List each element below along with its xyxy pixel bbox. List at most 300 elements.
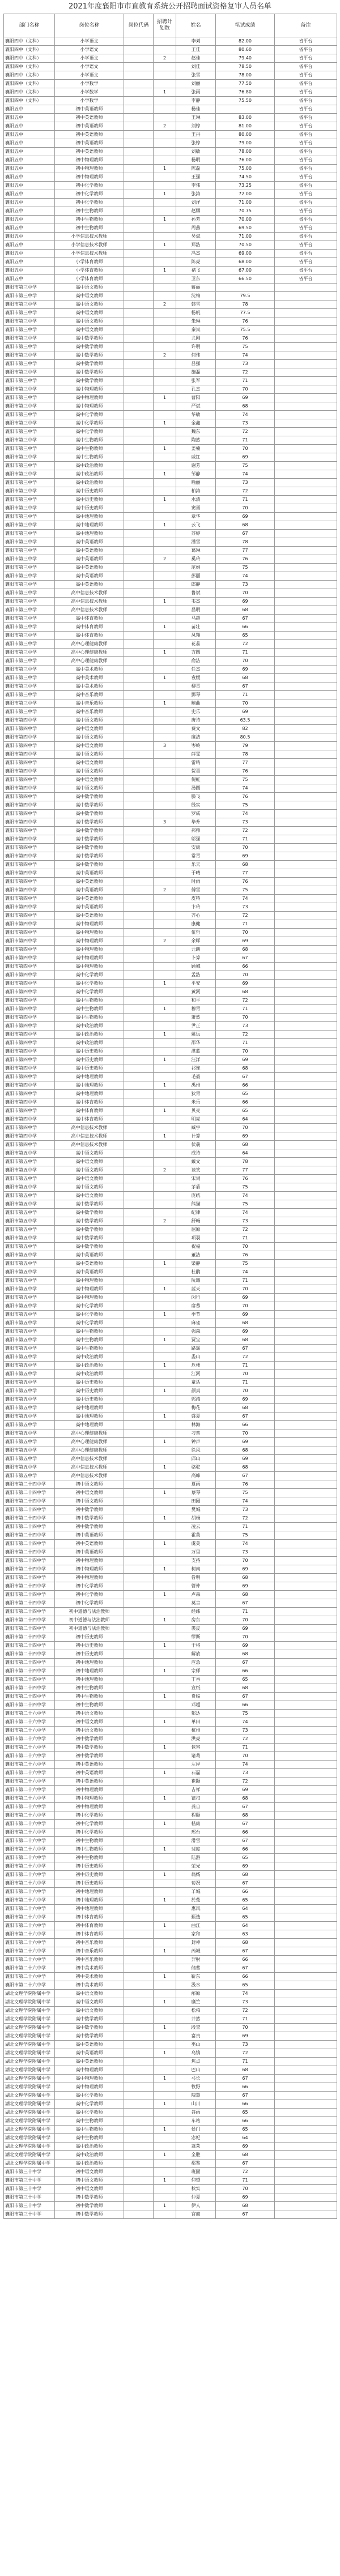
cell-dept: 襄阳市第二十六中学 [4,1879,55,1888]
table-row [4,453,337,462]
cell-note [275,530,337,538]
cell-name: 强森 [176,1328,216,1336]
cell-score: 77 [216,759,275,767]
cell-plan-count [154,1098,176,1107]
cell-score: 72 [216,368,275,377]
table-row [4,445,337,453]
cell-score: 69 [216,1311,275,1319]
cell-post: 初中生物教师 [55,1701,124,1710]
cell-note [275,300,337,309]
cell-post: 高中历史教师 [55,1056,124,1064]
cell-name: 徐风 [176,1446,216,1455]
cell-plan-count [154,2092,176,2100]
cell-score: 72 [216,1735,275,1744]
cell-name: 滑雪 [176,1837,216,1845]
cell-name: 松柏 [176,2007,216,2015]
table-row [4,1608,337,1616]
cell-note [275,1752,337,1761]
table-row [4,1497,337,1506]
cell-note: 省平台 [275,114,337,122]
cell-code [124,1786,154,1794]
cell-name: 谢芳 [176,462,216,470]
cell-code [124,963,154,971]
cell-post: 初中英语教师 [55,105,124,114]
table-row [4,207,337,216]
cell-post: 初中生物教师 [55,1684,124,1693]
table-row [4,1438,337,1446]
cell-post: 高中英语教师 [55,2041,124,2049]
cell-note [275,1778,337,1786]
cell-post: 高中历史教师 [55,496,124,504]
cell-dept: 襄阳市第四中学 [4,1073,55,1081]
table-row [4,1854,337,1862]
table-row [4,165,337,173]
cell-score: 70 [216,1616,275,1625]
header-code: 岗位代码 [124,14,154,37]
cell-name: 臧宇 [176,1124,216,1132]
table-row [4,1913,337,1922]
cell-code [124,470,154,479]
cell-dept: 襄阳市第三中学 [4,479,55,487]
cell-dept: 襄阳市第四中学 [4,835,55,844]
cell-post: 高中英语教师 [55,895,124,903]
cell-post: 高中英语教师 [55,1251,124,1260]
cell-name: 项羽 [176,1234,216,1243]
cell-code [124,1922,154,1930]
cell-code [124,2015,154,2024]
cell-score: 71 [216,1039,275,1047]
cell-score: 69 [216,1294,275,1302]
table-row [4,250,337,258]
cell-score: 67 [216,1412,275,1421]
cell-name: 张婷 [176,139,216,148]
table-row [4,131,337,139]
cell-plan-count: 1 [154,1311,176,1319]
cell-plan-count [154,2007,176,2015]
cell-name: 梁静 [176,1260,216,1268]
cell-post: 高中地理教师 [55,1404,124,1412]
cell-dept: 襄阳市第五中学 [4,1370,55,1379]
cell-note [275,589,337,598]
cell-dept: 湖北文理学院附属中学 [4,2075,55,2083]
cell-plan-count [154,173,176,182]
cell-name: 焦点 [176,2058,216,2066]
cell-post: 初中数学教师 [55,1523,124,1531]
cell-note [275,2100,337,2109]
cell-post: 小学体育教师 [55,258,124,267]
cell-note [275,1523,337,1531]
cell-note [275,682,337,691]
cell-post: 高中语文教师 [55,767,124,776]
cell-note: 省平台 [275,233,337,241]
cell-dept: 襄阳市第四中学 [4,844,55,852]
cell-code [124,1277,154,1285]
cell-dept: 襄阳市第二十四中学 [4,1676,55,1684]
cell-score: 71 [216,1379,275,1387]
cell-score: 72 [216,1514,275,1523]
cell-name: 程颐 [176,1811,216,1820]
cell-plan-count: 2 [154,54,176,63]
cell-score: 69 [216,1396,275,1404]
cell-plan-count: 1 [154,1769,176,1778]
cell-code [124,258,154,267]
cell-dept: 襄阳市第五中学 [4,1285,55,1294]
cell-score: 70 [216,1047,275,1056]
cell-note [275,411,337,419]
cell-code [124,1183,154,1192]
cell-plan-count [154,1981,176,1990]
cell-name: 贾宝 [176,1336,216,1345]
cell-name: 侯门 [176,2126,216,2134]
cell-note [275,385,337,394]
cell-post: 高中数学教师 [55,334,124,343]
cell-dept: 襄阳市第四中学 [4,1107,55,1115]
cell-name: 余晖 [176,937,216,946]
cell-plan-count [154,852,176,861]
table-row [4,1396,337,1404]
cell-post: 初中英语教师 [55,131,124,139]
cell-plan-count: 1 [154,496,176,504]
table-row [4,275,337,284]
cell-score: 68 [216,988,275,997]
cell-dept: 襄阳市第四中学 [4,1132,55,1141]
cell-score: 74 [216,1209,275,1217]
table-row [4,861,337,869]
cell-plan-count [154,1531,176,1540]
cell-plan-count [154,1251,176,1260]
cell-note: 省平台 [275,156,337,165]
table-row [4,920,337,929]
cell-post: 高中英语教师 [55,555,124,564]
cell-post: 高中物理教师 [55,385,124,394]
cell-note [275,623,337,632]
cell-post: 高中数学教师 [55,793,124,801]
cell-score: 67.00 [216,267,275,275]
cell-score: 74 [216,1718,275,1727]
cell-post: 初中道德与法治教师 [55,1625,124,1633]
cell-name: 杜鹃 [176,1268,216,1277]
table-row [4,1158,337,1166]
table-row [4,564,337,572]
cell-code [124,606,154,615]
cell-name: 昌明 [176,606,216,615]
cell-code [124,1582,154,1591]
cell-plan-count: 2 [154,555,176,564]
cell-name: 贲临 [176,1693,216,1701]
cell-name: 陈磊 [176,165,216,173]
cell-plan-count [154,801,176,810]
table-row [4,2058,337,2066]
cell-code [124,1744,154,1752]
cell-dept: 襄阳市第二十六中学 [4,1939,55,1947]
cell-dept: 襄阳市第五中学 [4,1463,55,1472]
cell-code [124,2159,154,2168]
cell-plan-count [154,1480,176,1489]
cell-plan-count [154,1735,176,1744]
cell-post: 初中物理教师 [55,173,124,182]
cell-note [275,1514,337,1523]
cell-plan-count [154,912,176,920]
cell-score: 71 [216,920,275,929]
cell-code [124,275,154,284]
cell-name: 闵行 [176,1294,216,1302]
cell-post: 高中英语教师 [55,572,124,581]
cell-score: 66 [216,1098,275,1107]
cell-post: 初中美术教师 [55,1973,124,1981]
cell-name: 章华 [176,513,216,521]
cell-note [275,699,337,708]
cell-code [124,1302,154,1311]
cell-plan-count: 1 [154,1947,176,1956]
cell-dept: 湖北文理学院附属中学 [4,1998,55,2007]
cell-code [124,1998,154,2007]
cell-code [124,1260,154,1268]
cell-code [124,394,154,402]
cell-name: 井然 [176,2015,216,2024]
cell-post: 高中英语教师 [55,878,124,886]
cell-name: 何伟 [176,351,216,360]
cell-plan-count [154,1429,176,1438]
cell-plan-count [154,1879,176,1888]
cell-plan-count: 1 [154,2151,176,2159]
table-row [4,2007,337,2015]
cell-note [275,1073,337,1081]
cell-name: 宫商 [176,2210,216,2219]
cell-post: 高中生物教师 [55,2134,124,2143]
cell-plan-count [154,114,176,122]
cell-score: 74 [216,1540,275,1548]
cell-note [275,988,337,997]
table-row [4,1141,337,1149]
cell-code [124,411,154,419]
cell-note [275,2032,337,2041]
cell-score: 69 [216,1132,275,1141]
table-row [4,1939,337,1947]
cell-post: 高中化学教师 [55,428,124,436]
cell-post: 初中化学教师 [55,1582,124,1591]
cell-name: 苏婷 [176,530,216,538]
table-row [4,767,337,776]
table-row [4,1633,337,1642]
cell-note: 省平台 [275,190,337,199]
cell-score: 75 [216,1260,275,1268]
cell-code [124,1421,154,1429]
cell-post: 高中物理教师 [55,946,124,954]
cell-code [124,2109,154,2117]
cell-post: 高中生物教师 [55,453,124,462]
cell-plan-count: 1 [154,419,176,428]
cell-code [124,818,154,827]
table-body [4,37,337,2219]
cell-code [124,1463,154,1472]
cell-dept: 襄阳市第二十六中学 [4,1947,55,1956]
cell-code [124,2143,154,2151]
cell-score: 77.50 [216,80,275,88]
table-row [4,2100,337,2109]
table-row [4,1871,337,1879]
cell-name: 米乐 [176,1098,216,1107]
cell-name: 吴斌 [176,233,216,241]
cell-name: 唐诗 [176,716,216,725]
cell-plan-count [154,827,176,835]
table-row [4,496,337,504]
cell-post: 高中心理健康教师 [55,1429,124,1438]
cell-score: 64 [216,2134,275,2143]
table-row [4,216,337,224]
cell-name: 甄选 [176,1913,216,1922]
cell-name: 钟声 [176,1438,216,1446]
cell-name: 赵娜 [176,207,216,216]
cell-dept: 襄阳市第四中学 [4,1124,55,1132]
document-title: 2021年度襄阳市市直教育系统公开招聘面试资格复审人员名单 [68,2,272,11]
cell-post: 初中体育教师 [55,1930,124,1939]
cell-note [275,1862,337,1871]
cell-note [275,1608,337,1616]
cell-dept: 襄阳市第五中学 [4,1200,55,1209]
cell-plan-count: 1 [154,1565,176,1574]
cell-code [124,946,154,954]
cell-code [124,742,154,750]
cell-dept: 襄阳市第三中学 [4,589,55,598]
cell-dept: 襄阳市第三十中学 [4,2202,55,2210]
cell-note [275,937,337,946]
cell-name: 邓超 [176,1701,216,1710]
cell-post: 高中语文教师 [55,776,124,784]
cell-dept: 襄阳市第二十六中学 [4,1794,55,1803]
cell-note [275,1947,337,1956]
cell-name: 安康 [176,844,216,852]
cell-plan-count [154,1328,176,1336]
cell-note [275,1531,337,1540]
cell-post: 初中语文教师 [55,1489,124,1497]
cell-name: 邬强 [176,835,216,844]
cell-score: 69 [216,2143,275,2151]
cell-code [124,2066,154,2075]
table-row [4,479,337,487]
cell-score: 70 [216,657,275,666]
cell-code [124,1446,154,1455]
cell-score: 70 [216,504,275,513]
cell-note [275,632,337,640]
cell-code [124,182,154,190]
cell-dept: 襄阳市第三十中学 [4,2193,55,2202]
cell-post: 高中信息技术教师 [55,598,124,606]
cell-dept: 襄阳市第五中学 [4,1412,55,1421]
cell-plan-count [154,1497,176,1506]
cell-plan-count [154,666,176,674]
table-row [4,1209,337,1217]
cell-dept: 襄阳市第四中学 [4,1064,55,1073]
cell-note: 省平台 [275,71,337,80]
cell-name: 宓妃 [176,2134,216,2143]
table-row [4,818,337,827]
cell-score: 70 [216,1370,275,1379]
cell-post: 高中英语教师 [55,2049,124,2058]
cell-dept: 襄阳市第五中学 [4,1336,55,1345]
cell-dept: 襄阳市第三中学 [4,411,55,419]
cell-plan-count [154,479,176,487]
cell-score: 69 [216,2032,275,2041]
cell-code [124,216,154,224]
cell-post: 高中语文教师 [55,2007,124,2015]
table-header [4,14,337,37]
table-row [4,1039,337,1047]
cell-post: 初中物理教师 [55,1803,124,1811]
cell-name: 刘婷 [176,122,216,131]
cell-code [124,988,154,997]
cell-name: 苗壮 [176,623,216,632]
cell-code [124,1769,154,1778]
cell-score: 70 [216,1302,275,1311]
cell-note [275,334,337,343]
cell-note [275,2151,337,2159]
cell-dept: 襄阳市第五中学 [4,1268,55,1277]
cell-name: 任杰 [176,666,216,674]
cell-name: 卫东 [176,275,216,284]
cell-post: 高中数学教师 [55,844,124,852]
table-row [4,1268,337,1277]
cell-score: 66 [216,1421,275,1429]
table-row [4,267,337,275]
cell-dept: 湖北文理学院附属中学 [4,2032,55,2041]
table-row [4,1243,337,1251]
cell-plan-count [154,1913,176,1922]
table-row [4,649,337,657]
cell-code [124,1591,154,1599]
cell-score: 67 [216,1879,275,1888]
cell-name: 蓬莱 [176,2143,216,2151]
cell-name: 糜竺 [176,1998,216,2007]
cell-dept: 襄阳五中 [4,156,55,165]
cell-code [124,114,154,122]
cell-code [124,1718,154,1727]
cell-post: 初中数学教师 [55,1744,124,1752]
cell-plan-count [154,1676,176,1684]
cell-dept: 襄阳市第四中学 [4,750,55,759]
cell-plan-count [154,895,176,903]
cell-code [124,1141,154,1149]
cell-note [275,1175,337,1183]
cell-code [124,2117,154,2126]
cell-dept: 襄阳市第四中学 [4,1141,55,1149]
cell-score: 74 [216,572,275,581]
table-row [4,1778,337,1786]
cell-plan-count [154,1141,176,1149]
cell-code [124,835,154,844]
cell-score: 71 [216,1362,275,1370]
cell-note [275,462,337,470]
cell-plan-count [154,1778,176,1786]
cell-name: 郗鉴 [176,2159,216,2168]
cell-note [275,419,337,428]
cell-plan-count [154,1506,176,1514]
cell-code [124,1939,154,1947]
cell-note [275,716,337,725]
cell-note [275,1302,337,1311]
cell-post: 初中体育教师 [55,1913,124,1922]
cell-score: 69 [216,394,275,402]
cell-dept: 襄阳市第二十四中学 [4,1574,55,1582]
cell-plan-count [154,997,176,1005]
table-row [4,2176,337,2185]
cell-score: 71.00 [216,199,275,207]
cell-code [124,920,154,929]
cell-dept: 襄阳四中（文科） [4,37,55,46]
table-row [4,1531,337,1540]
cell-plan-count [154,776,176,784]
cell-note [275,1956,337,1964]
cell-dept: 襄阳市第四中学 [4,997,55,1005]
